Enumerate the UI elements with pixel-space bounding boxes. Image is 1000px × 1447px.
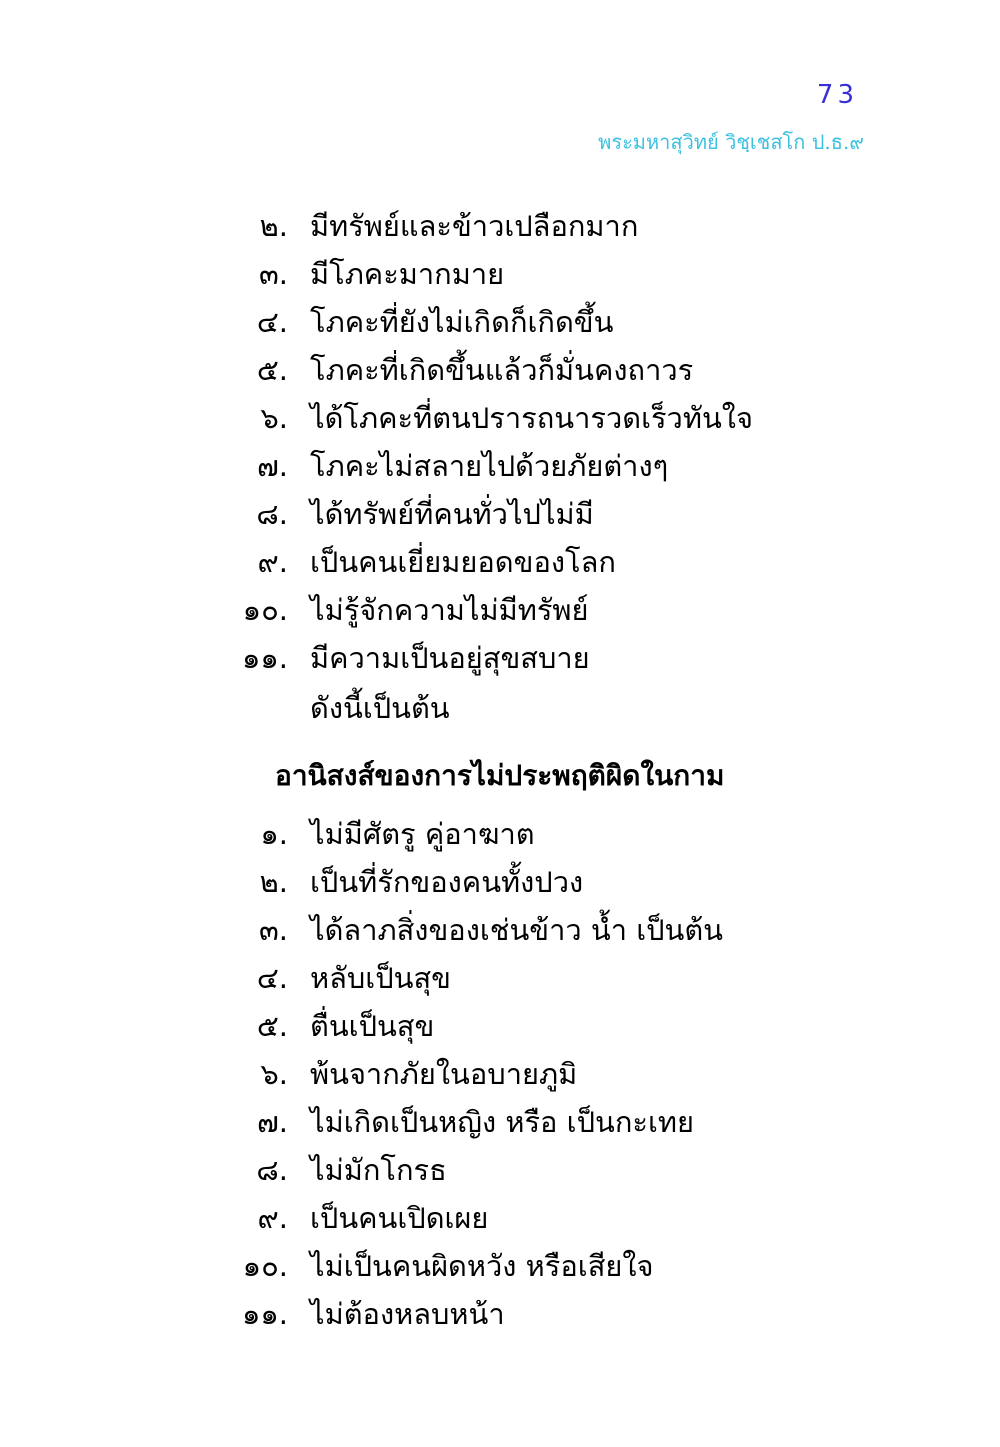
list-item-number: ๑๑. [241, 1297, 288, 1331]
list-item [0, 394, 1000, 442]
list-item-number: ๘. [256, 497, 288, 531]
list-item [0, 298, 1000, 346]
list-item-number: ๗. [256, 449, 288, 483]
list-item-text: มีทรัพย์และข้าวเปลือกมาก [310, 209, 639, 243]
author-header: พระมหาสุวิทย์ วิชฺเชสโก ป.ธ.๙ [598, 130, 864, 154]
list-item-text: มีความเป็นอยู่สุขสบาย [310, 641, 590, 675]
list-item-number: ๒. [259, 209, 288, 243]
list-item-text: เป็นที่รักของคนทั้งปวง [310, 865, 584, 899]
list-item-number: ๑. [260, 817, 288, 851]
list-item [0, 442, 1000, 490]
list-item-text: โภคะที่เกิดขึ้นแล้วก็มั่นคงถาวร [310, 353, 694, 387]
list-item-text: ได้ลาภสิ่งของเช่นข้าว น้ำ เป็นต้น [310, 913, 724, 947]
list-item-text: เป็นคนเยี่ยมยอดของโลก [310, 545, 616, 579]
list-item-text: ไม่ต้องหลบหน้า [310, 1297, 505, 1331]
list-item-text: เป็นคนเปิดเผย [310, 1201, 489, 1235]
list-item-number: ๒. [259, 865, 288, 899]
list-item-number: ๙. [257, 1201, 288, 1235]
page-number: 73 [816, 80, 858, 110]
list-item-text: ตื่นเป็นสุข [310, 1009, 435, 1043]
list-item-number: ๕. [256, 353, 288, 387]
list-item [0, 538, 1000, 586]
list-item-text: โภคะไม่สลายไปด้วยภัยต่างๆ [310, 449, 669, 483]
list-item-number: ๑๐. [242, 1249, 288, 1283]
list-item [0, 858, 1000, 906]
list-item-text: มีโภคะมากมาย [310, 257, 505, 291]
list-item-text: โภคะที่ยังไม่เกิดก็เกิดขึ้น [310, 305, 614, 339]
list-item [0, 1002, 1000, 1050]
list-item [0, 1050, 1000, 1098]
list-item [0, 1290, 1000, 1338]
list-continuation: ดังนี้เป็นต้น [310, 691, 450, 725]
list-item-number: ๙. [257, 545, 288, 579]
list-item-number: ๔. [256, 961, 288, 995]
list-item-number: ๘. [256, 1153, 288, 1187]
list-item-number: ๑๑. [241, 641, 288, 675]
list-item-number: ๕. [256, 1009, 288, 1043]
list-item [0, 1242, 1000, 1290]
list-item-text: ไม่รู้จักความไม่มีทรัพย์ [310, 593, 589, 627]
list-item-number: ๖. [260, 401, 288, 435]
list-item [0, 202, 1000, 250]
benefits-list-1 [0, 202, 1000, 682]
list-item-number: ๔. [256, 305, 288, 339]
list-item [0, 1194, 1000, 1242]
list-item [0, 490, 1000, 538]
list-item [0, 250, 1000, 298]
list-item-number: ๖. [260, 1057, 288, 1091]
list-item-text: ไม่มักโกรธ [310, 1153, 447, 1187]
list-item [0, 1146, 1000, 1194]
list-item-text: ไม่เกิดเป็นหญิง หรือ เป็นกะเทย [310, 1105, 694, 1139]
list-item-number: ๓. [258, 257, 288, 291]
list-item [0, 954, 1000, 1002]
list-item [0, 906, 1000, 954]
list-item-text: พ้นจากภัยในอบายภูมิ [310, 1057, 578, 1091]
list-item [0, 1098, 1000, 1146]
list-item-text: ได้ทรัพย์ที่คนทั่วไปไม่มี [310, 497, 594, 531]
list-item-text: ได้โภคะที่ตนปรารถนารวดเร็วทันใจ [310, 401, 753, 435]
list-item-number: ๑๐. [242, 593, 288, 627]
section-heading: อานิสงส์ของการไม่ประพฤติผิดในกาม [275, 759, 725, 792]
list-item [0, 346, 1000, 394]
list-item-text: หลับเป็นสุข [310, 961, 451, 995]
list-item-text: ไม่มีศัตรู คู่อาฆาต [310, 817, 535, 851]
list-item-number: ๓. [258, 913, 288, 947]
list-item [0, 634, 1000, 682]
list-item [0, 586, 1000, 634]
list-item-number: ๗. [256, 1105, 288, 1139]
benefits-list-2 [0, 810, 1000, 1338]
list-item [0, 810, 1000, 858]
list-item-text: ไม่เป็นคนผิดหวัง หรือเสียใจ [310, 1249, 654, 1283]
